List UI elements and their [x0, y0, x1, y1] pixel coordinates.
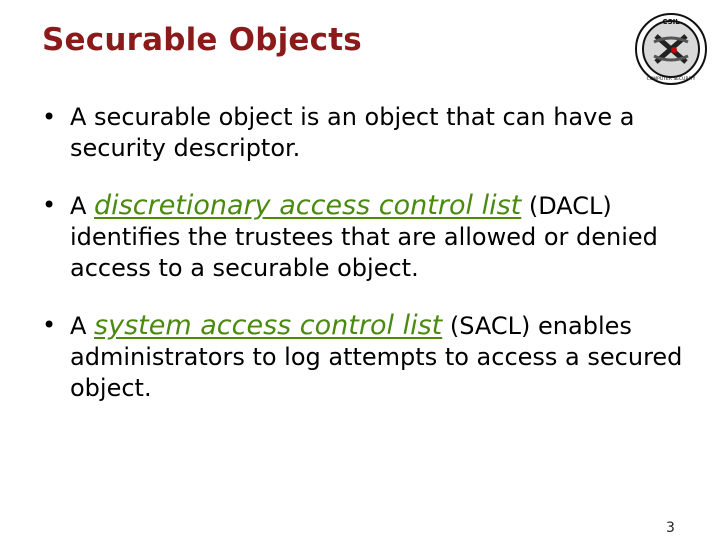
- csil-logo-icon: [634, 12, 708, 86]
- bullet-dot: •: [42, 103, 57, 131]
- bullet-dot: •: [42, 191, 57, 219]
- bullet-text: A securable object is an object that can have a security descriptor.: [70, 103, 635, 162]
- bullet-post: (DACL) identifies the trustees that are allowed or denied access to a securable object.: [70, 192, 658, 282]
- bullet-dot: •: [42, 311, 57, 339]
- bullet-pre: A: [70, 312, 95, 340]
- bullet-item: [42, 190, 692, 284]
- bullet-list: [42, 102, 692, 430]
- bullet-item: [42, 310, 692, 404]
- logo-text: CSIL: [662, 18, 680, 26]
- bullet-post: (SACL) enables administrators to log attempts to access a secured object.: [70, 312, 683, 402]
- bullet-pre: A: [70, 192, 95, 220]
- term-sacl: system access control list: [94, 310, 443, 341]
- page-number: 3: [666, 520, 675, 536]
- csil-logo: [634, 12, 708, 86]
- slide-title: Securable Objects: [42, 22, 362, 58]
- bullet-item: [42, 102, 692, 164]
- logo-ring-text: COMPUTER SECURITY: [646, 77, 696, 82]
- term-dacl: discretionary access control list: [94, 190, 522, 221]
